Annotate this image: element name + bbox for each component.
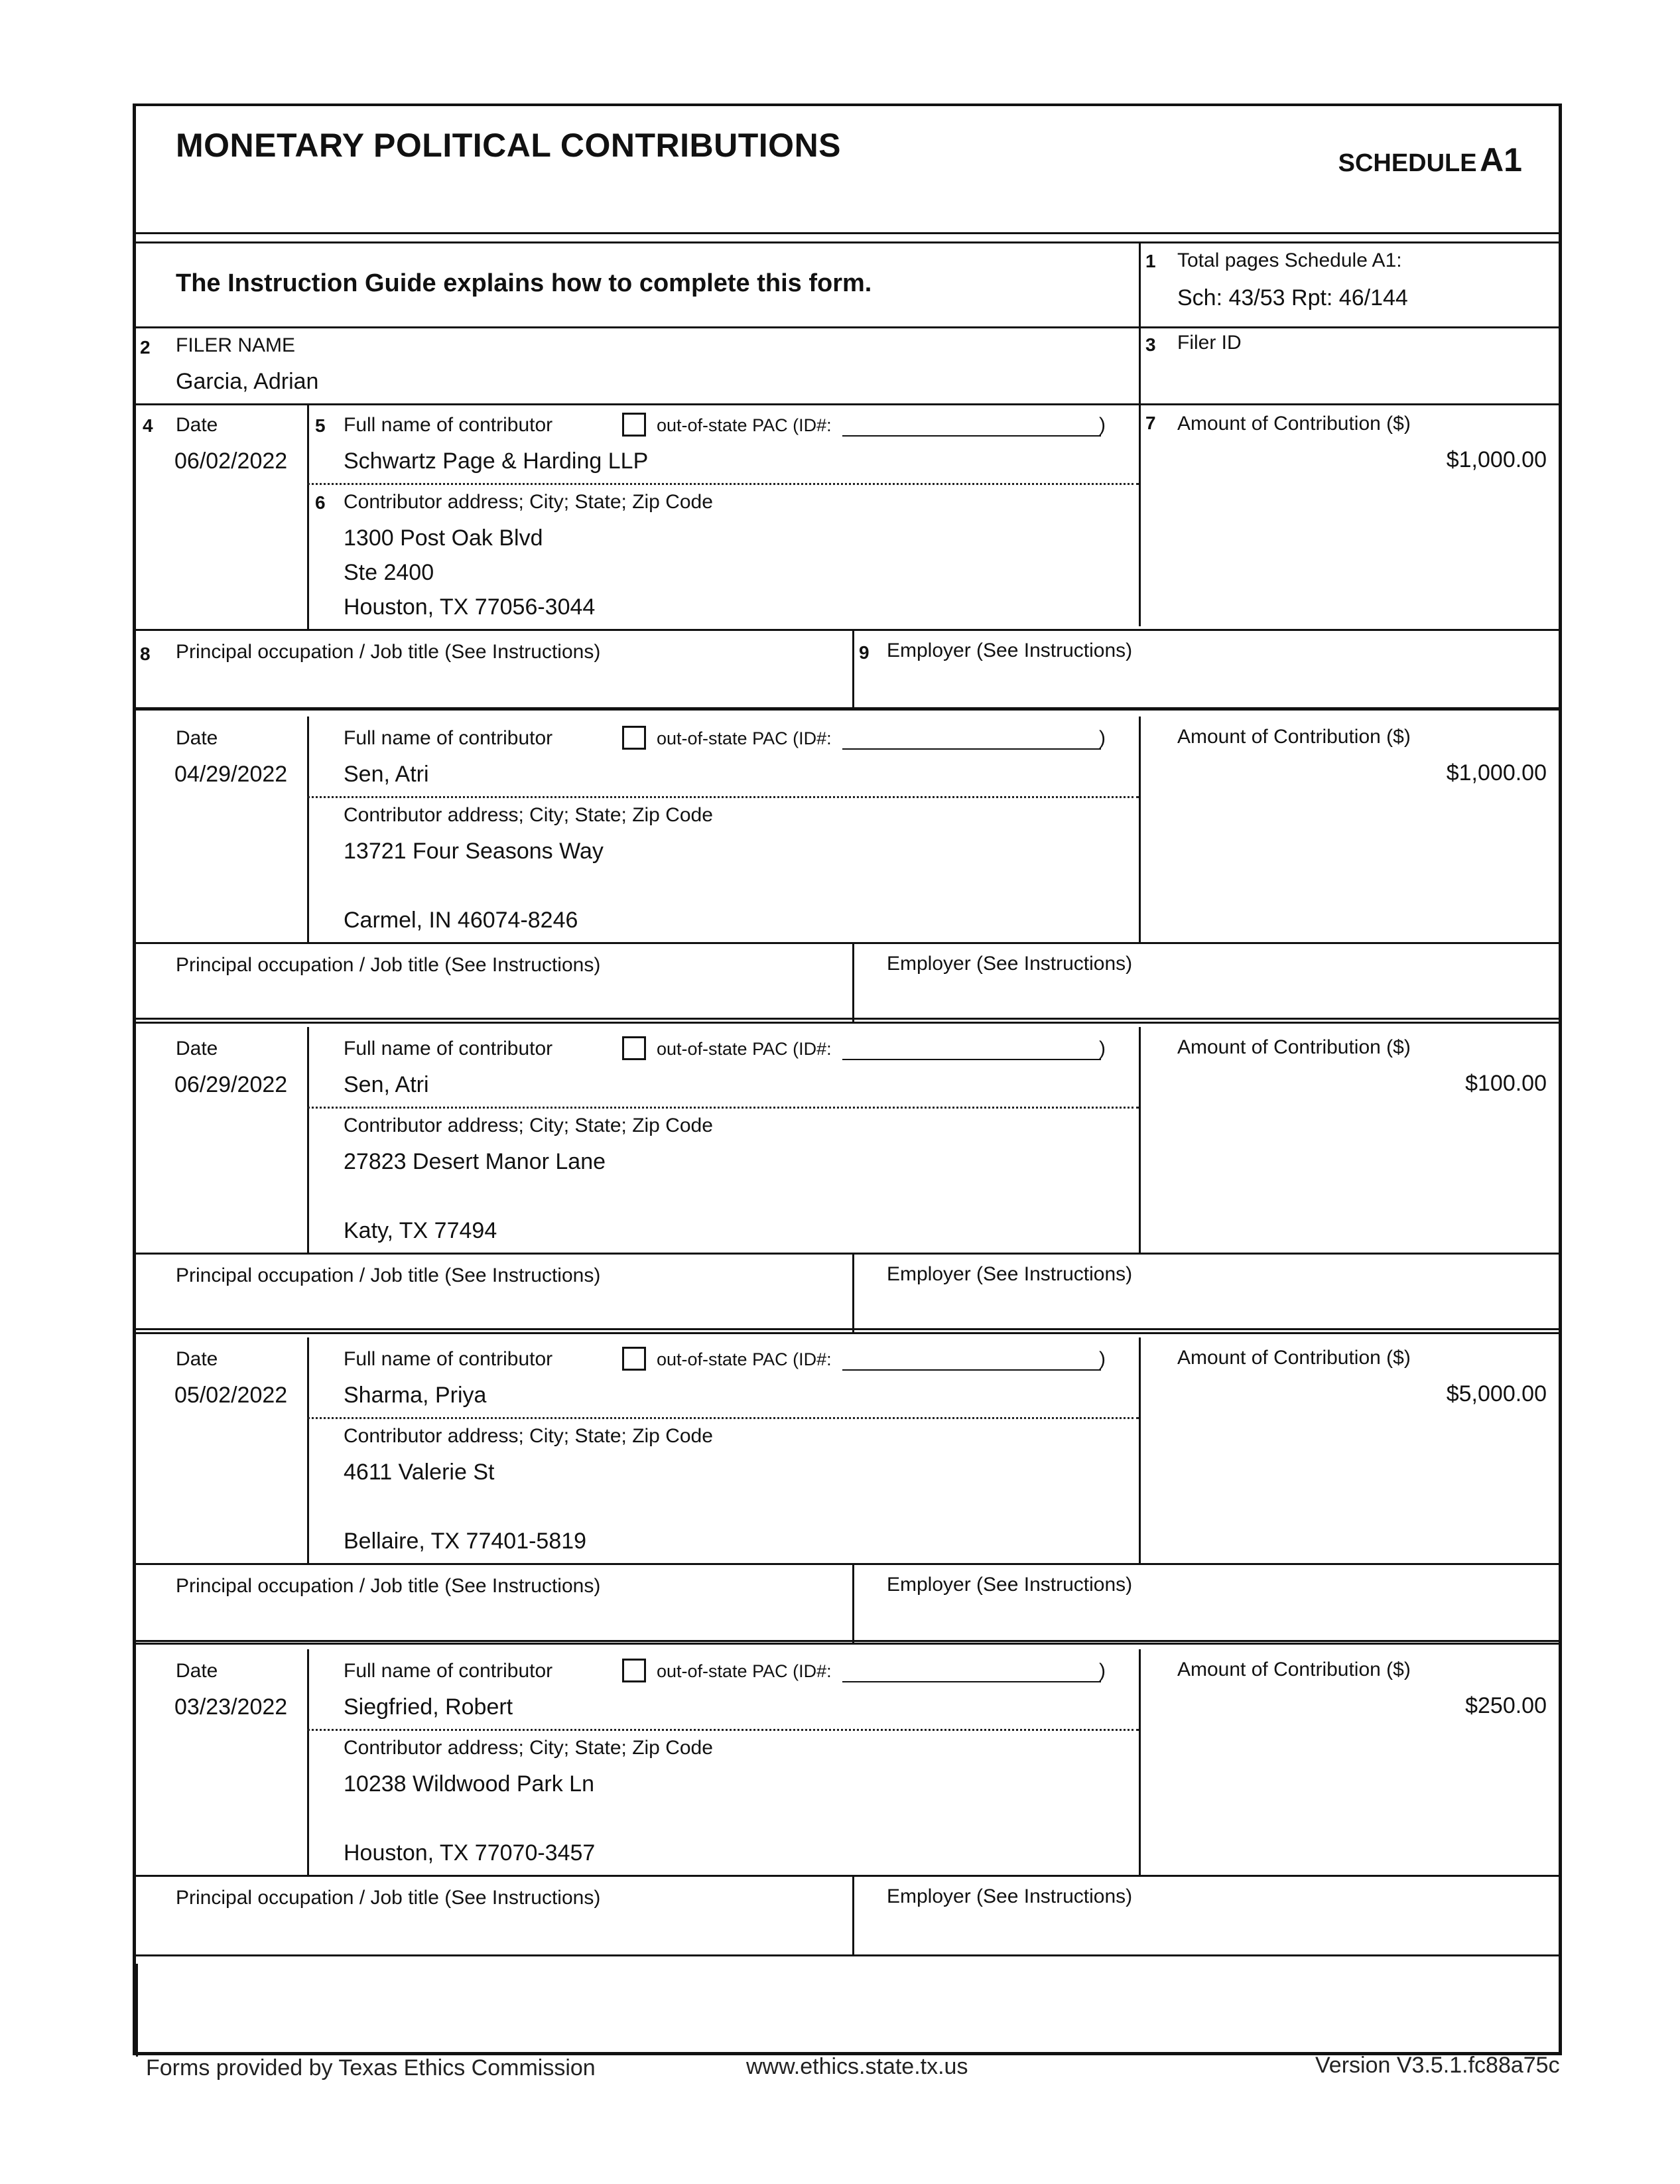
amount-label: Amount of Contribution ($) xyxy=(1177,1347,1411,1369)
employer-label: Employer (See Instructions) xyxy=(887,1885,1133,1907)
date-label: Date xyxy=(176,727,218,749)
name-address-divider xyxy=(307,1729,1139,1731)
schedule-code: A1 xyxy=(1480,141,1522,178)
contributor-name-label: Full name of contributor xyxy=(344,727,553,749)
contributor-name-label: Full name of contributor xyxy=(344,1660,553,1682)
entry-separator-top xyxy=(136,707,1559,709)
amount-label: Amount of Contribution ($) xyxy=(1177,413,1411,435)
contribution-date: 06/02/2022 xyxy=(174,448,288,474)
contribution-amount: $5,000.00 xyxy=(1446,1381,1547,1406)
contribution-date: 05/02/2022 xyxy=(174,1383,288,1408)
contribution-amount: $100.00 xyxy=(1465,1071,1547,1096)
occupation-label: Principal occupation / Job title (See Instructions) xyxy=(176,954,601,976)
date-column-divider xyxy=(307,1027,309,1253)
date-label: Date xyxy=(176,414,218,436)
pac-id-line xyxy=(842,435,1101,437)
address-line-1: 13721 Four Seasons Way xyxy=(344,839,604,864)
occupation-row-divider xyxy=(136,629,1559,631)
contributor-name-label: Full name of contributor xyxy=(344,414,553,436)
contributor-name: Sen, Atri xyxy=(344,1072,429,1097)
contribution-date: 04/29/2022 xyxy=(174,762,288,787)
field-7-number: 7 xyxy=(1145,413,1156,433)
contributor-address-label: Contributor address; City; State; Zip Code xyxy=(344,1737,713,1759)
pac-id-line xyxy=(842,748,1101,750)
entry-bottom-line xyxy=(136,1332,1559,1334)
field-6-number: 6 xyxy=(315,492,326,513)
out-of-state-pac-checkbox[interactable] xyxy=(622,1659,646,1682)
bottom-left-edge xyxy=(136,1964,138,2057)
contributor-name: Siegfried, Robert xyxy=(344,1694,513,1720)
filer-name-label: FILER NAME xyxy=(176,334,296,356)
pac-close-paren: ) xyxy=(1099,414,1106,436)
out-of-state-pac-checkbox[interactable] xyxy=(622,413,646,437)
address-line-3: Houston, TX 77056-3044 xyxy=(344,594,596,620)
date-column-divider xyxy=(307,717,309,942)
occupation-label: Principal occupation / Job title (See Instructions) xyxy=(176,1575,601,1597)
name-address-divider xyxy=(307,796,1139,798)
header-divider-2 xyxy=(136,241,1559,243)
filer-divider xyxy=(136,403,1559,405)
pac-close-paren: ) xyxy=(1099,1038,1106,1059)
date-column-divider xyxy=(307,403,309,629)
out-of-state-pac-checkbox[interactable] xyxy=(622,1347,646,1371)
entry-bottom-line xyxy=(136,1022,1559,1024)
employer-label: Employer (See Instructions) xyxy=(887,1574,1133,1596)
right-column-divider-top xyxy=(1139,241,1141,626)
footer-version: Version V3.5.1.fc88a75c xyxy=(1315,2053,1560,2078)
field-2-number: 2 xyxy=(140,337,151,358)
entry-separator-top xyxy=(136,1328,1559,1330)
entry-bottom-line xyxy=(136,1643,1559,1645)
amount-label: Amount of Contribution ($) xyxy=(1177,1659,1411,1680)
occupation-employer-divider xyxy=(852,1563,854,1643)
address-line-1: 10238 Wildwood Park Ln xyxy=(344,1771,595,1797)
contributor-address-label: Contributor address; City; State; Zip Code xyxy=(344,1425,713,1447)
amount-column-divider xyxy=(1139,717,1141,942)
pac-id-line xyxy=(842,1059,1101,1060)
contribution-date: 06/29/2022 xyxy=(174,1072,288,1097)
date-column-divider xyxy=(307,1649,309,1875)
date-column-divider xyxy=(307,1337,309,1563)
address-line-1: 27823 Desert Manor Lane xyxy=(344,1149,606,1174)
field-9-number: 9 xyxy=(859,642,870,663)
out-of-state-pac-checkbox[interactable] xyxy=(622,1036,646,1060)
pac-id-line xyxy=(842,1369,1101,1371)
form-title: MONETARY POLITICAL CONTRIBUTIONS xyxy=(176,127,842,164)
contributor-name: Sharma, Priya xyxy=(344,1383,487,1408)
address-line-3: Houston, TX 77070-3457 xyxy=(344,1840,596,1866)
contribution-amount: $250.00 xyxy=(1465,1693,1547,1718)
occupation-employer-divider xyxy=(852,1253,854,1332)
occupation-label: Principal occupation / Job title (See Instructions) xyxy=(176,1887,601,1909)
pac-close-paren: ) xyxy=(1099,727,1106,749)
occupation-row-divider xyxy=(136,1563,1559,1565)
contribution-amount: $1,000.00 xyxy=(1446,760,1547,785)
occupation-label: Principal occupation / Job title (See Instructions) xyxy=(176,641,601,663)
entry-separator-top xyxy=(136,1640,1559,1642)
employer-label: Employer (See Instructions) xyxy=(887,953,1133,975)
name-address-divider xyxy=(307,483,1139,485)
address-line-1: 1300 Post Oak Blvd xyxy=(344,525,543,551)
contributor-address-label: Contributor address; City; State; Zip Code xyxy=(344,804,713,826)
out-of-state-pac-label: out-of-state PAC (ID#: xyxy=(657,1039,832,1059)
occupation-label: Principal occupation / Job title (See Instructions) xyxy=(176,1264,601,1286)
address-line-3: Carmel, IN 46074-8246 xyxy=(344,908,578,933)
instruction-divider xyxy=(136,326,1559,328)
out-of-state-pac-checkbox[interactable] xyxy=(622,726,646,750)
contributor-name: Sen, Atri xyxy=(344,762,429,787)
field-5-number: 5 xyxy=(315,415,326,436)
date-label: Date xyxy=(176,1348,218,1370)
field-3-number: 3 xyxy=(1145,334,1156,355)
header-divider-1 xyxy=(136,232,1559,234)
schedule-a1-form xyxy=(133,103,1562,2055)
schedule-label xyxy=(1338,141,1522,179)
pac-id-line xyxy=(842,1681,1101,1682)
pac-close-paren: ) xyxy=(1099,1348,1106,1370)
contributor-name: Schwartz Page & Harding LLP xyxy=(344,448,649,474)
filer-id-label: Filer ID xyxy=(1177,332,1242,354)
employer-label: Employer (See Instructions) xyxy=(887,1263,1133,1285)
contributor-address-label: Contributor address; City; State; Zip Code xyxy=(344,491,713,513)
field-1-number: 1 xyxy=(1145,251,1156,271)
contribution-date: 03/23/2022 xyxy=(174,1694,288,1720)
instruction-text: The Instruction Guide explains how to complete this form. xyxy=(176,269,872,297)
contributor-name-label: Full name of contributor xyxy=(344,1038,553,1059)
total-pages-value: Sch: 43/53 Rpt: 46/144 xyxy=(1177,285,1408,310)
entry-separator-top xyxy=(136,1018,1559,1020)
total-pages-label: Total pages Schedule A1: xyxy=(1177,249,1402,271)
occupation-row-divider xyxy=(136,1253,1559,1255)
amount-label: Amount of Contribution ($) xyxy=(1177,1036,1411,1058)
amount-label: Amount of Contribution ($) xyxy=(1177,726,1411,748)
date-label: Date xyxy=(176,1038,218,1059)
out-of-state-pac-label: out-of-state PAC (ID#: xyxy=(657,1661,832,1681)
filer-name-value: Garcia, Adrian xyxy=(176,369,319,394)
entry-bottom-line xyxy=(136,1954,1559,1956)
out-of-state-pac-label: out-of-state PAC (ID#: xyxy=(657,1349,832,1369)
amount-column-divider xyxy=(1139,1649,1141,1875)
address-line-1: 4611 Valerie St xyxy=(344,1460,495,1485)
amount-column-divider xyxy=(1139,1027,1141,1253)
occupation-employer-divider xyxy=(852,942,854,1022)
field-8-number: 8 xyxy=(140,644,151,664)
occupation-employer-divider xyxy=(852,1875,854,1954)
date-label: Date xyxy=(176,1660,218,1682)
footer-provider: Forms provided by Texas Ethics Commission xyxy=(146,2055,596,2081)
schedule-word: SCHEDULE xyxy=(1338,149,1477,177)
occupation-employer-divider xyxy=(852,629,854,709)
pac-close-paren: ) xyxy=(1099,1660,1106,1682)
address-line-3: Katy, TX 77494 xyxy=(344,1218,497,1243)
address-line-3: Bellaire, TX 77401-5819 xyxy=(344,1529,587,1554)
contribution-amount: $1,000.00 xyxy=(1446,447,1547,472)
address-line-2: Ste 2400 xyxy=(344,560,434,585)
field-4-number: 4 xyxy=(143,415,153,436)
contributor-address-label: Contributor address; City; State; Zip Code xyxy=(344,1115,713,1136)
name-address-divider xyxy=(307,1417,1139,1419)
footer-url[interactable]: www.ethics.state.tx.us xyxy=(746,2054,968,2079)
out-of-state-pac-label: out-of-state PAC (ID#: xyxy=(657,415,832,435)
occupation-row-divider xyxy=(136,942,1559,944)
name-address-divider xyxy=(307,1107,1139,1109)
occupation-row-divider xyxy=(136,1875,1559,1877)
out-of-state-pac-label: out-of-state PAC (ID#: xyxy=(657,728,832,748)
contributor-name-label: Full name of contributor xyxy=(344,1348,553,1370)
employer-label: Employer (See Instructions) xyxy=(887,640,1133,661)
amount-column-divider xyxy=(1139,1337,1141,1563)
